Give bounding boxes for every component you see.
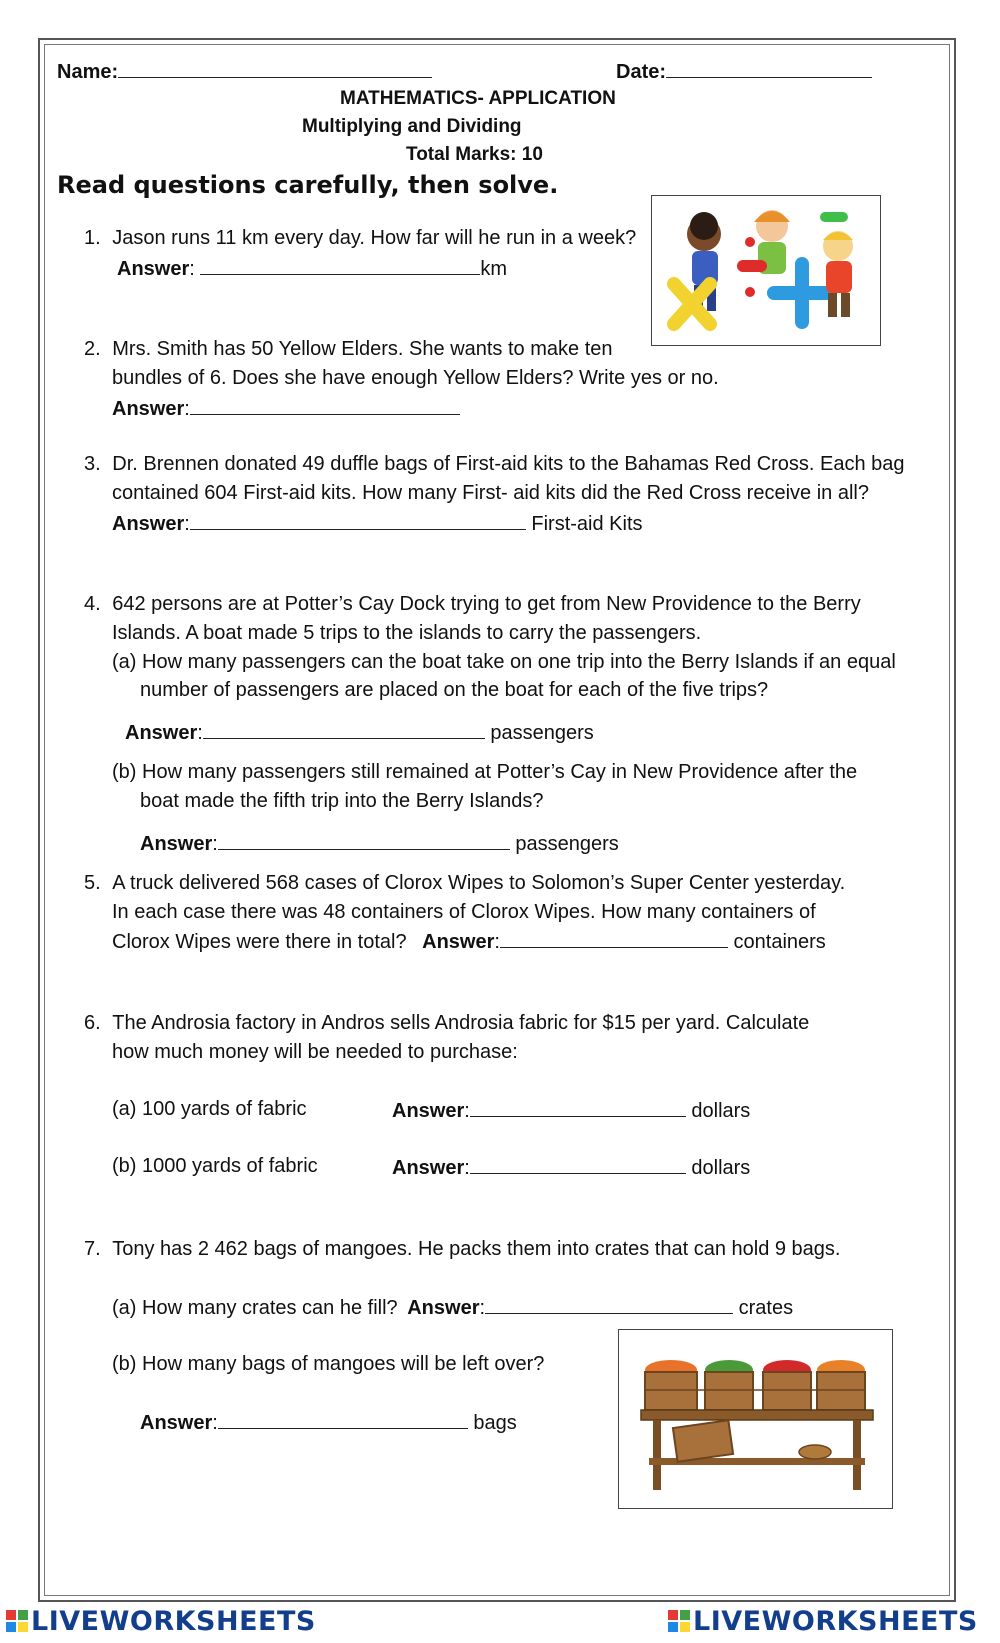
answer-label: Answer xyxy=(140,833,213,855)
q4-text-1: 642 persons are at Potter’s Cay Dock trying to get from New Providence to the Berry xyxy=(112,593,861,615)
instruction-heading: Read questions carefully, then solve. xyxy=(57,171,559,199)
q4a-text-2: number of passengers are placed on the boat for each of the five trips? xyxy=(140,679,769,701)
q5-unit: containers xyxy=(733,931,826,953)
total-marks: Total Marks: 10 xyxy=(406,144,543,165)
brand-left-text: LIVEWORKSHEETS xyxy=(31,1606,316,1637)
q5-number: 5. xyxy=(84,872,101,894)
q6a-text: (a) 100 yards of fabric xyxy=(112,1098,307,1120)
q4b-text-2: boat made the fifth trip into the Berry Islands? xyxy=(140,790,544,812)
answer-label: Answer xyxy=(392,1157,465,1179)
q7b-answer-field[interactable] xyxy=(218,1409,468,1429)
q1-text: Jason runs 11 km every day. How far will he run in a week? xyxy=(112,227,637,249)
q1-unit: km xyxy=(480,258,508,280)
kids-math-image xyxy=(651,195,881,346)
q4-text-2: Islands. A boat made 5 trips to the islands to carry the passengers. xyxy=(112,622,702,644)
liveworksheets-logo-right xyxy=(668,1606,978,1637)
q3-answer-field[interactable] xyxy=(190,510,526,530)
q4b-line1 xyxy=(112,760,857,784)
answer-label: Answer xyxy=(392,1100,465,1122)
q4b-answer-line: Answer: passengers xyxy=(140,830,619,856)
brand-right-text: LIVEWORKSHEETS xyxy=(693,1606,978,1637)
q7a-answer-field[interactable] xyxy=(485,1294,733,1314)
q4b-answer-field[interactable] xyxy=(218,830,510,850)
answer-label: Answer xyxy=(140,1412,213,1434)
q3-number: 3. xyxy=(84,453,101,475)
liveworksheets-logo-icon xyxy=(668,1610,690,1632)
q1-answer-field[interactable] xyxy=(200,255,480,275)
q6a-unit: dollars xyxy=(691,1100,751,1122)
q7-number: 7. xyxy=(84,1238,101,1260)
q2-text-1: Mrs. Smith has 50 Yellow Elders. She wants to make ten xyxy=(112,338,613,360)
answer-label: Answer xyxy=(422,931,495,953)
q1 xyxy=(84,226,636,250)
q6-line1 xyxy=(84,1011,809,1035)
q7-line1 xyxy=(84,1237,840,1261)
date-line xyxy=(616,58,872,84)
topic-title: Multiplying and Dividing xyxy=(302,116,522,137)
q6a-answer-field[interactable] xyxy=(470,1097,686,1117)
q7a-unit: crates xyxy=(738,1297,794,1319)
q4-number: 4. xyxy=(84,593,101,615)
q4a-label: (a) xyxy=(112,651,137,673)
q4a-unit: passengers xyxy=(490,722,594,744)
q7a-line: (a) How many crates can he fill? Answer: crates xyxy=(112,1294,793,1320)
q6b-answer-field[interactable] xyxy=(470,1154,686,1174)
q5-answer-field[interactable] xyxy=(500,928,728,948)
q6-text-2: how much money will be needed to purchase: xyxy=(112,1041,518,1063)
subject-title: MATHEMATICS- APPLICATION xyxy=(340,88,616,109)
q4a-answer-line: Answer: passengers xyxy=(125,719,594,745)
q3-text-1: Dr. Brennen donated 49 duffle bags of First-aid kits to the Bahamas Red Cross. Each bag xyxy=(112,453,905,475)
name-field[interactable] xyxy=(118,58,432,78)
liveworksheets-logo-icon xyxy=(6,1610,28,1632)
q6a-answer-line: Answer: dollars xyxy=(392,1097,750,1123)
q5-line3: Clorox Wipes were there in total? Answer: containers xyxy=(112,928,826,954)
answer-label: Answer xyxy=(112,513,185,535)
q2-number: 2. xyxy=(84,338,101,360)
answer-label: Answer xyxy=(112,398,185,420)
q4b-text-1: How many passengers still remained at Potter’s Cay in New Providence after the xyxy=(142,761,858,783)
q7a-text: (a) How many crates can he fill? xyxy=(112,1297,398,1319)
q1-number: 1. xyxy=(84,227,101,249)
q4a-text-1: How many passengers can the boat take on one trip into the Berry Islands if an equal xyxy=(142,651,896,673)
q2-line1 xyxy=(84,337,613,361)
q3-text-2: contained 604 First-aid kits. How many First- aid kits did the Red Cross receive in all? xyxy=(112,482,869,504)
q4a-answer-field[interactable] xyxy=(203,719,485,739)
q7-text: Tony has 2 462 bags of mangoes. He packs them into crates that can hold 9 bags. xyxy=(112,1238,841,1260)
kids-math-illustration xyxy=(652,196,880,345)
q4a-line1 xyxy=(112,650,896,674)
q5-line1 xyxy=(84,871,845,895)
q5-text-1: A truck delivered 568 cases of Clorox Wipes to Solomon’s Super Center yesterday. xyxy=(112,872,846,894)
q6-text-1: The Androsia factory in Andros sells Androsia fabric for $15 per yard. Calculate xyxy=(112,1012,810,1034)
answer-label: Answer xyxy=(125,722,198,744)
q7b-answer-line: Answer: bags xyxy=(140,1409,517,1435)
name-label: Name: xyxy=(57,61,119,83)
date-field[interactable] xyxy=(666,58,872,78)
q6-number: 6. xyxy=(84,1012,101,1034)
date-label: Date: xyxy=(616,61,667,83)
answer-label: Answer xyxy=(117,258,190,280)
fruit-crates-illustration xyxy=(619,1330,892,1508)
q4-line1 xyxy=(84,592,861,616)
q2-answer-line: Answer: xyxy=(112,395,460,421)
q5-text-3: Clorox Wipes were there in total? xyxy=(112,931,407,953)
answer-label: Answer xyxy=(407,1297,480,1319)
q6b-unit: dollars xyxy=(691,1157,751,1179)
q3-unit: First-aid Kits xyxy=(531,513,643,535)
q6b-text: (b) 1000 yards of fabric xyxy=(112,1155,318,1177)
q7b-unit: bags xyxy=(473,1412,517,1434)
q4b-label: (b) xyxy=(112,761,137,783)
q5-text-2: In each case there was 48 containers of Clorox Wipes. How many containers of xyxy=(112,901,816,923)
q2-answer-field[interactable] xyxy=(190,395,460,415)
q3-line1 xyxy=(84,452,905,476)
q1-answer-line: Answer: km xyxy=(117,255,507,281)
q6b-answer-line: Answer: dollars xyxy=(392,1154,750,1180)
fruit-crates-image xyxy=(618,1329,893,1509)
q3-answer-line: Answer: First-aid Kits xyxy=(112,510,643,536)
name-line xyxy=(57,58,432,84)
q4b-unit: passengers xyxy=(515,833,619,855)
q7b-text: (b) How many bags of mangoes will be left over? xyxy=(112,1353,545,1375)
q2-text-2: bundles of 6. Does she have enough Yellow Elders? Write yes or no. xyxy=(112,367,719,389)
liveworksheets-logo-left xyxy=(6,1606,316,1637)
